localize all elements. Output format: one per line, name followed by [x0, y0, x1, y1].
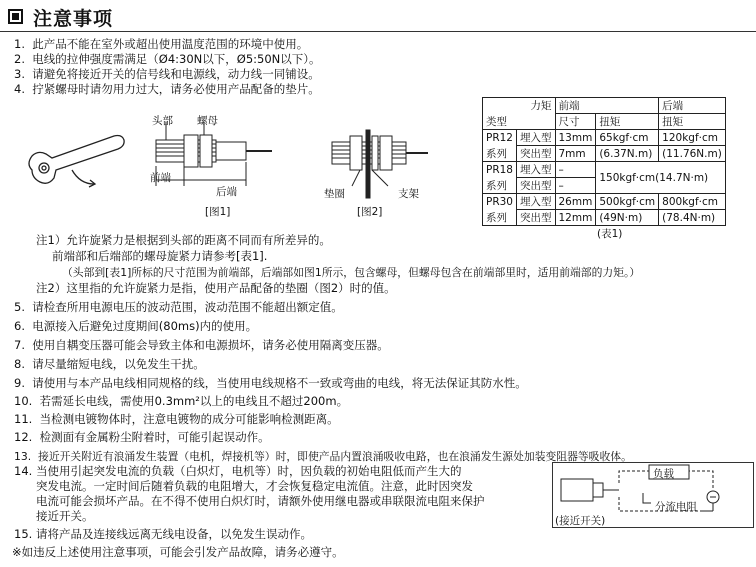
list-item: 11. 当检测电镀物体时，注意电镀物的成分可能影响检测距离。 [14, 412, 339, 426]
list-item: 4. 拧紧螺母时请勿用力过大，请务必使用产品配备的垫片。 [14, 82, 320, 96]
page-title [8, 4, 113, 31]
table-caption: (表1) [597, 228, 623, 240]
circuit-diagram [552, 462, 754, 528]
torque-table [482, 97, 726, 226]
list-item: 2. 电线的拉伸强度需满足（Ø4:30N以下，Ø5:50N以下）。 [14, 52, 321, 66]
table-row: 系列 突出型 12mm (49N·m) (78.4N·m) [483, 210, 726, 226]
note-1-explanation: （头部到[表1]所标的尺寸范围为前端部，后端部如图1所示，包含螺母，但螺母包含在前端部里时，适用前端部的力矩。） [62, 266, 641, 279]
list-item: 13. 接近开关附近有浪涌发生装置（电机，焊接机等）时，即使产品内置浪涌吸收电路，也在浪涌发生源处加装变阻器等吸收体。 [14, 450, 632, 463]
note-2: 注2）这里指的允许旋紧力是指，使用产品配备的垫圈（图2）时的值。 [36, 281, 396, 295]
warning-note: ※如违反上述使用注意事项，可能会引发产品故障，请务必遵守。 [12, 545, 344, 559]
wrench-illustration [18, 118, 138, 198]
fig2-label-washer: 垫圈 [324, 188, 345, 200]
table-row: PR18 埋入型 – 150kgf·cm(14.7N·m) [483, 162, 726, 178]
title-divider [0, 31, 756, 32]
table-header-type: 类型 [483, 114, 556, 130]
title-square-icon [8, 9, 23, 24]
fig1-label-front: 前端 [150, 172, 171, 184]
table-row: PR12 埋入型 13mm 65kgf·cm 120kgf·cm [483, 130, 726, 146]
list-item-14-line: 当使用引起突发电流的负载（白炽灯，电机等）时，因负载的初始电阻低而产生大的 [36, 464, 462, 478]
list-item: 1. 此产品不能在室外或超出使用温度范围的环境中使用。 [14, 37, 309, 51]
circuit-load-label: 负载 [653, 468, 674, 480]
table-row: 系列 突出型 – [483, 178, 726, 194]
table-header-torque-front: 扭矩 [596, 114, 659, 130]
table-header-rear: 后端 [659, 98, 726, 114]
circuit-resistor-label: 分流电阻 [655, 501, 697, 513]
list-item: 7. 使用自耦变压器可能会导致主体和电源损坏，请务必使用隔离变压器。 [14, 338, 389, 352]
list-item-14-line: 接近开关。 [36, 509, 94, 523]
list-item: 8. 请尽量缩短电线，以免发生干扰。 [14, 357, 205, 371]
list-item: 3. 请避免将接近开关的信号线和电源线，动力线一同铺设。 [14, 67, 320, 81]
page-title-text: 注意事项 [33, 8, 114, 30]
fig2-caption: [图2] [357, 206, 383, 218]
list-item: 5. 请检查所用电源电压的波动范围，波动范围不能超出额定值。 [14, 300, 343, 314]
table-row: PR30 埋入型 26mm 500kgf·cm 800kgf·cm [483, 194, 726, 210]
fig2-label-bracket: 支架 [398, 188, 419, 200]
list-item: 10. 若需延长电线，需使用0.3mm²以上的电线且不超过200m。 [14, 394, 349, 408]
table-header-front: 前端 [555, 98, 659, 114]
fig1-label-rear: 后端 [216, 186, 237, 198]
list-item: 9. 请使用与本产品电线相同规格的线，当使用电线规格不一致或弯曲的电线，将无法保证其防水性。 [14, 376, 527, 390]
table-header-torque: 力矩 [483, 98, 556, 114]
table-header-torque-rear: 扭矩 [659, 114, 726, 130]
list-item: 15. 请将产品及连接线远离无线电设备，以免发生误动作。 [14, 527, 312, 541]
fig1-label-nut: 螺母 [197, 115, 218, 127]
fig1-caption: [图1] [205, 206, 231, 218]
list-item-14-line: 电流可能会损坏产品。在不得不使用白炽灯时，请额外使用继电器或串联限流电阻来保护 [36, 494, 485, 508]
fig1-label-head: 头部 [152, 115, 173, 127]
note-1-detail: 前端部和后端部的螺母旋紧力请参考[表1]. [52, 249, 268, 263]
table-header-size: 尺寸 [555, 114, 596, 130]
list-item-14-line: 突发电流。一定时间后随着负载的电阻增大，才会恢复稳定电流值。注意，此时因突发 [36, 479, 473, 493]
note-1: 注1）允许旋紧力是根据到头部的距离不同而有所差异的。 [36, 233, 331, 247]
circuit-switch-label: (接近开关) [555, 515, 606, 527]
list-item: 6. 电源接入后避免过度期间(80ms)内的使用。 [14, 319, 258, 333]
list-item: 12. 检测面有金属粉尘附着时，可能引起误动作。 [14, 430, 270, 444]
table-row: 系列 突出型 7mm (6.37N.m) (11.76N.m) [483, 146, 726, 162]
list-item-14-num: 14. [14, 464, 33, 478]
